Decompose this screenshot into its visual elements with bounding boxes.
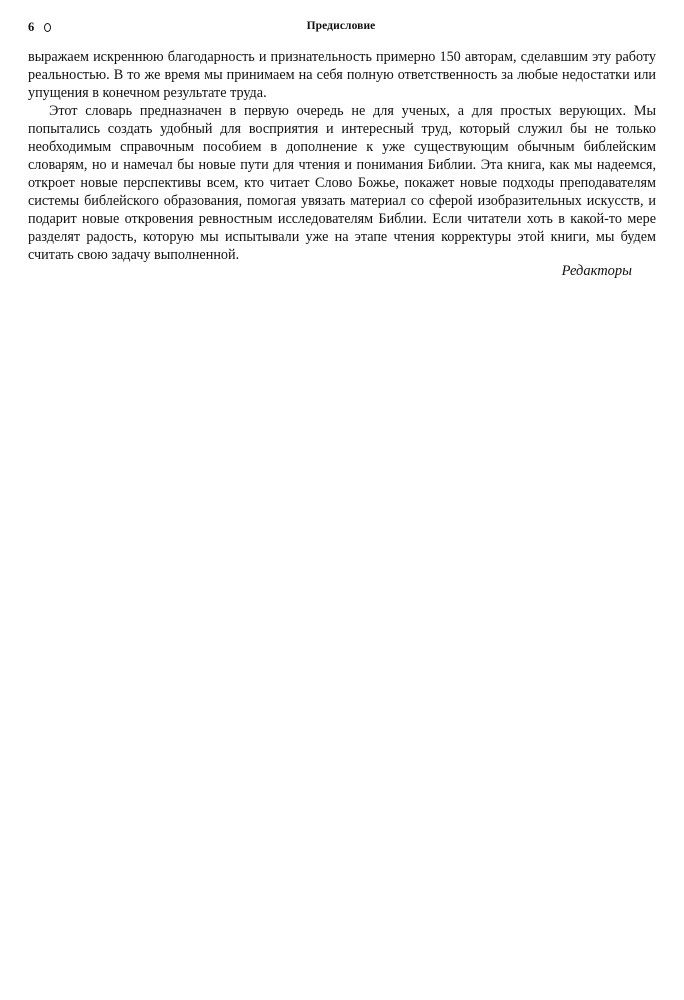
- signature: Редакторы: [561, 263, 632, 279]
- running-title: Предисловие: [306, 20, 376, 32]
- paragraph: Этот словарь предназначен в первую очередь не для ученых, а для простых верующих. Мы попытались создать удобный для восприятия и интересный труд, который служил бы не только необходимым справочным пособием в дополнение к уже существующим обычным библейским словарям, но и намечал бы новые пути для чтения и понимания Библии. Эта книга, как мы надеемся, откроет новые перспективы всем, кто читает Слово Божье, покажет новые подходы преподавателям системы библейского образования, помогая увязать материал со сферой изобразительных искусств, и подарит новые откровения ревностным исследователям Библии. Если читатели хоть в какой-то мере разделят радость, которую мы испытывали уже на этапе чтения корректуры этой книги, мы будем считать свою задачу выполненной.: [28, 103, 656, 263]
- page-header: [28, 20, 654, 38]
- body-text: [28, 48, 656, 264]
- paragraph: выражаем искреннюю благодарность и признательность примерно 150 авторам, сделавшим эту работу реальностью. В то же время мы принимаем на себя полную ответственность за любые недостатки или упущения в конечном результате труда.: [28, 49, 656, 101]
- page-number: 6: [28, 20, 35, 34]
